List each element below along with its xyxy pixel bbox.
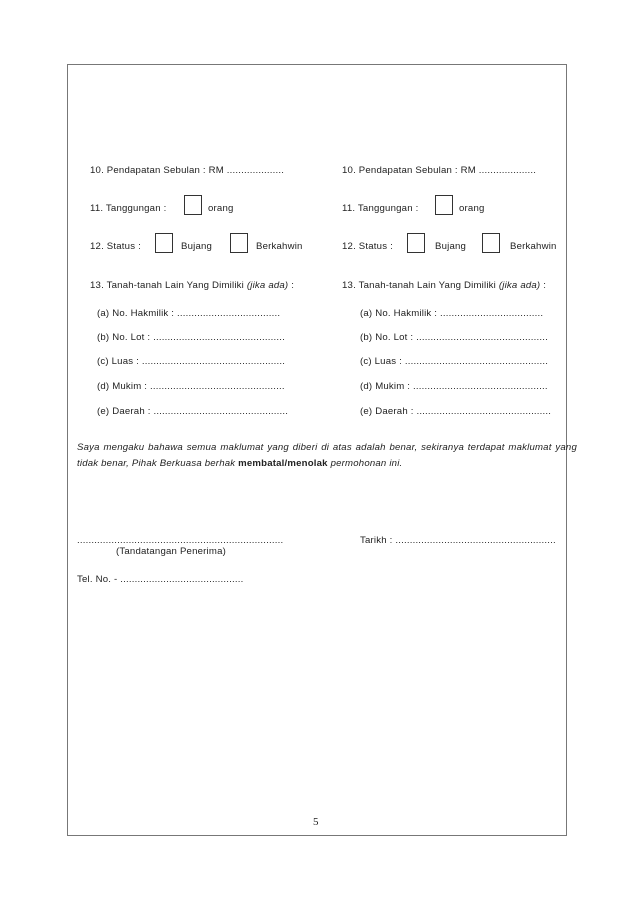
right-single-label: Bujang — [435, 241, 467, 252]
left-dependents-unit: orang — [208, 203, 234, 214]
left-dependents-box[interactable] — [184, 195, 202, 215]
declaration-bold: membatal/menolak — [238, 458, 328, 469]
telephone-field: Tel. No. - ........................................... — [77, 574, 244, 585]
right-land-item-e: (e) Daerah : ............................................... — [360, 406, 552, 417]
date-field: Tarikh : ........................................................ — [360, 535, 556, 546]
left-land-item-b: (b) No. Lot : .............................................. — [97, 332, 285, 343]
left-married-label: Berkahwin — [256, 241, 303, 252]
right-dependents-box[interactable] — [435, 195, 453, 215]
right-land-heading: 13. Tanah-tanah Lain Yang Dimiliki (jika ada) : — [342, 280, 547, 291]
left-single-checkbox[interactable] — [155, 233, 173, 253]
left-status-label: 12. Status : — [90, 241, 141, 252]
right-income-field: 10. Pendapatan Sebulan : RM .................... — [342, 165, 537, 176]
left-land-item-a: (a) No. Hakmilik : .................................... — [97, 308, 281, 319]
right-married-label: Berkahwin — [510, 241, 557, 252]
right-land-item-a: (a) No. Hakmilik : .................................... — [360, 308, 544, 319]
left-land-heading: 13. Tanah-tanah Lain Yang Dimiliki (jika ada) : — [90, 280, 295, 291]
right-land-item-b: (b) No. Lot : .............................................. — [360, 332, 548, 343]
left-land-item-c: (c) Luas : .................................................. — [97, 356, 286, 367]
page-number: 5 — [313, 816, 319, 828]
right-status-label: 12. Status : — [342, 241, 393, 252]
left-land-item-e: (e) Daerah : ............................................... — [97, 406, 289, 417]
right-land-item-d: (d) Mukim : ............................................... — [360, 381, 548, 392]
signature-line: ........................................................................ — [77, 535, 284, 546]
right-land-item-c: (c) Luas : .................................................. — [360, 356, 549, 367]
right-dependents-label: 11. Tanggungan : — [342, 203, 419, 214]
right-dependents-unit: orang — [459, 203, 485, 214]
right-married-checkbox[interactable] — [482, 233, 500, 253]
left-dependents-label: 11. Tanggungan : — [90, 203, 167, 214]
declaration-text: Saya mengaku bahawa semua maklumat yang diberi di atas adalah benar, sekiranya terdapat maklumat yang tidak benar, Pihak Berkuasa berhak membatal/menolak permohonan ini. — [77, 442, 577, 469]
left-married-checkbox[interactable] — [230, 233, 248, 253]
left-income-field: 10. Pendapatan Sebulan : RM .................... — [90, 165, 285, 176]
left-single-label: Bujang — [181, 241, 213, 252]
signature-caption: (Tandatangan Penerima) — [116, 546, 226, 557]
left-land-item-d: (d) Mukim : ............................................... — [97, 381, 285, 392]
right-single-checkbox[interactable] — [407, 233, 425, 253]
